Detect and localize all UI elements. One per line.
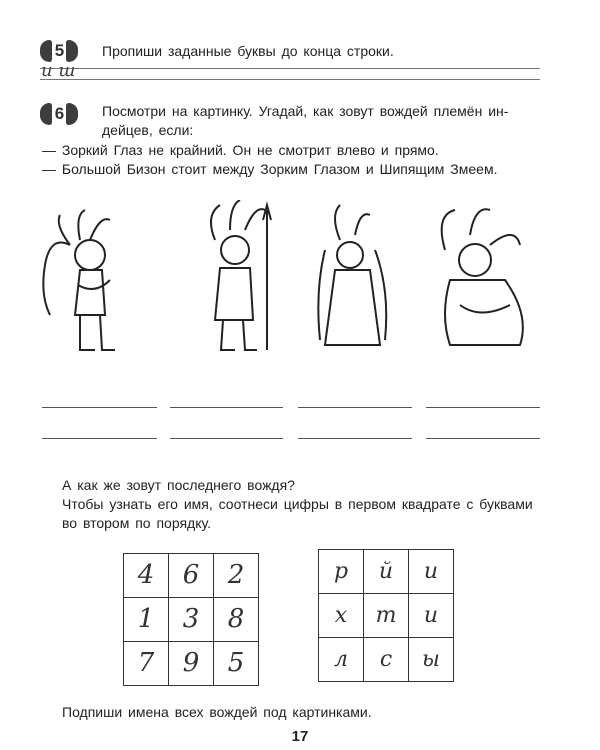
clue-2: — Большой Бизон стоит между Зорким Глазом и Шипящим Змеем. [42,161,498,177]
grid-cell: х [319,594,364,638]
grid-cell: й [364,550,409,594]
grid-cell: ы [409,638,454,682]
answer-line[interactable] [426,407,540,408]
grid-cell: т [364,594,409,638]
chief-illustration-1 [40,205,140,360]
writing-line-bottom [40,79,540,80]
hint-line1: Чтобы узнать его имя, соотнеси цифры в первом квадрате с буквами [62,496,533,512]
grid-cell: р [319,550,364,594]
task-6-instruction-line2: дейцев, если: [102,122,194,138]
grid-cell: и [409,594,454,638]
answer-line[interactable] [426,438,540,439]
task-number: 5 [54,41,65,60]
grid-cell: 4 [124,554,169,598]
answer-line[interactable] [42,438,157,439]
task-6-badge [40,103,92,125]
task-6-instruction-line1: Посмотри на картинку. Угадай, как зовут вождей племён ин- [102,103,509,119]
grid-cell: 2 [214,554,259,598]
grid-cell: 6 [169,554,214,598]
grid-cell: 7 [124,642,169,686]
question: А как же зовут последнего вождя? [62,477,295,493]
task-5-instruction: Пропиши заданные буквы до конца строки. [102,43,394,59]
writing-line-top [40,68,540,69]
chief-illustration-3 [310,200,400,360]
grid-cell: 9 [169,642,214,686]
final-instruction: Подпиши имена всех вождей под картинками. [62,704,372,720]
answer-line[interactable] [170,438,283,439]
answer-line[interactable] [298,407,412,408]
grid-cell: и [409,550,454,594]
answer-line[interactable] [170,407,283,408]
hint-line2: во втором по порядку. [62,515,211,531]
chief-illustration-4 [420,205,535,355]
letters-grid [318,549,454,682]
answer-line[interactable] [298,438,412,439]
chief-illustration-2 [195,200,285,360]
numbers-grid [123,553,259,686]
page-number: 17 [291,728,309,745]
answer-line[interactable] [42,407,157,408]
grid-cell: с [364,638,409,682]
grid-cell: 1 [124,598,169,642]
grid-cell: 8 [214,598,259,642]
sample-letters: и ш [41,60,76,81]
grid-cell: 3 [169,598,214,642]
clue-1: — Зоркий Глаз не крайний. Он не смотрит влево и прямо. [42,142,439,158]
grid-cell: 5 [214,642,259,686]
task-number: 6 [54,104,65,123]
grid-cell: л [319,638,364,682]
task-5-badge [40,40,92,62]
